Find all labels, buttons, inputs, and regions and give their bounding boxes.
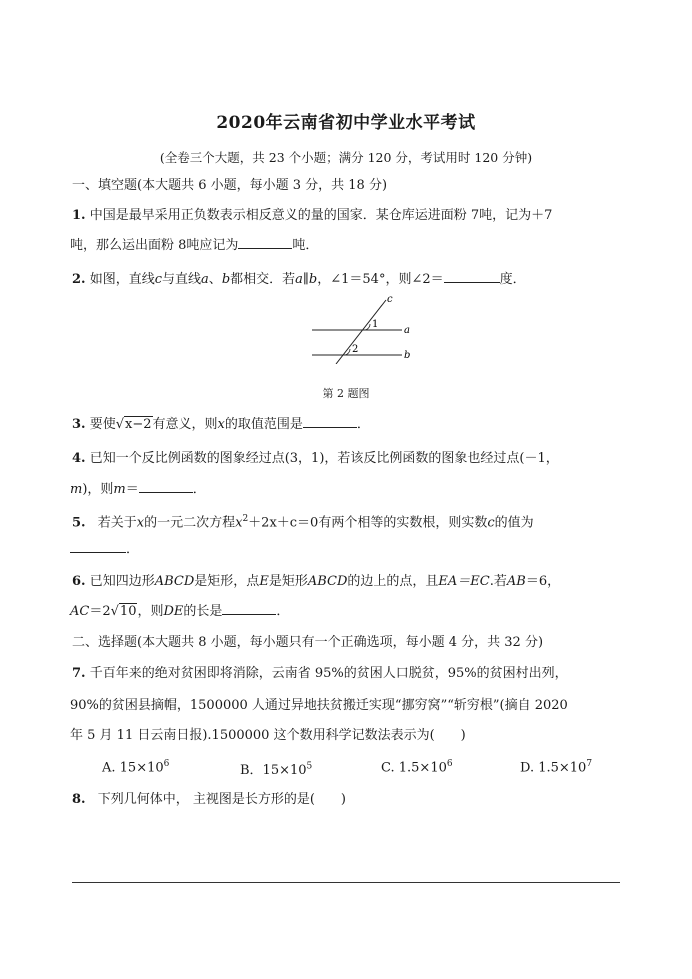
question-6-text: ． <box>276 604 290 619</box>
option-b-text: B．15×10 <box>240 763 307 778</box>
question-2-text: ，∠1＝54°，则∠2＝ <box>317 272 444 287</box>
question-7-line-2: 90%的贫困县摘帽，1500000 人通过异地扶贫搬迁实现“挪穷窝”“斩穷根”(摘自 2020 <box>70 698 568 713</box>
var-x: x <box>136 515 145 531</box>
question-1-text-3: 吨． <box>292 238 319 253</box>
question-1-text-2: 吨，那么运出面粉 8吨应记为 <box>70 238 239 253</box>
option-d <box>520 759 592 775</box>
option-d-text: D. 1.5×10 <box>520 760 587 776</box>
question-3-text: ． <box>356 417 370 432</box>
option-a <box>102 759 169 775</box>
question-4-text: 已知一个反比例函数的图象经过点(3，1)，若该反比例函数的图象也经过点(－1， <box>89 451 559 466</box>
question-1-line-2 <box>70 236 630 256</box>
var-m: m <box>113 482 126 497</box>
question-4-number: 4. <box>72 451 86 466</box>
var-x: x <box>217 417 225 432</box>
page-title: 2020年云南省初中学业水平考试 <box>216 113 476 133</box>
question-8-text: 下列几何体中， 主视图是长方形的是( ) <box>97 792 346 807</box>
question-8-number: 8. <box>72 792 86 807</box>
var-ac: AC <box>70 604 90 619</box>
question-6-number: 6. <box>72 574 86 589</box>
question-3-text: 要使 <box>89 417 116 432</box>
question-5-text: 的一元二次方程 <box>144 515 236 531</box>
question-2-text: 如图，直线 <box>89 272 155 287</box>
question-6-line-1 <box>72 572 632 592</box>
question-7-line-1 <box>72 664 632 684</box>
option-c <box>381 759 453 775</box>
question-6-text: 的边上的点，且 <box>347 574 439 589</box>
question-5-number: 5. <box>72 515 86 531</box>
question-1-number: 1. <box>72 208 86 223</box>
exam-subtitle: (全卷三个大题，共 23 个小题；满分 120 分，考试用时 120 分钟) <box>159 150 533 165</box>
question-5-line-1 <box>72 509 632 533</box>
var-a: a <box>201 272 209 287</box>
var-e: E <box>259 574 269 589</box>
parallel-expr: a∥b <box>295 272 318 287</box>
answer-blank <box>444 270 500 283</box>
question-6-text: 的长是 <box>183 604 223 619</box>
question-5-line-2 <box>70 540 630 560</box>
question-5-text: 有两个相等的实数根，则实数 <box>318 515 488 531</box>
equation: ＋2x＋c＝0 <box>248 515 319 531</box>
option-b-exponent: 5 <box>306 761 313 772</box>
section-1-heading: 一、填空题(本大题共 6 小题，每小题 3 分，共 18 分) <box>72 178 388 193</box>
question-7-line-3: 年 5 月 11 日云南日报).1500000 这个数用科学记数法表示为( ) <box>70 728 466 743</box>
option-a-text: A. 15×10 <box>102 760 164 776</box>
answer-blank <box>303 415 357 428</box>
figure-caption: 第 2 题图 <box>322 387 370 400</box>
question-4-text: ． <box>192 482 206 497</box>
question-6-text: .若 <box>489 574 507 589</box>
label-b: b <box>404 350 411 361</box>
question-4-text: )，则 <box>82 482 114 497</box>
var-c: c <box>154 272 163 287</box>
line-c <box>336 300 386 364</box>
var-c: c <box>487 515 495 531</box>
question-6-text: ＝2 <box>89 604 111 619</box>
question-6-line-2 <box>70 602 630 622</box>
answer-blank <box>139 480 193 493</box>
label-angle-1: 1 <box>372 319 379 330</box>
option-d-exponent: 7 <box>586 759 593 769</box>
question-3-number: 3. <box>72 417 86 432</box>
var-b: b <box>221 272 231 287</box>
question-5-text: ． <box>126 542 140 557</box>
exponent: 2 <box>242 514 249 524</box>
option-c-exponent: 6 <box>446 759 453 769</box>
var-de: DE <box>163 604 184 619</box>
answer-blank <box>222 602 276 615</box>
question-3 <box>72 415 632 435</box>
question-1-text: 中国是最早采用正负数表示相反意义的量的国家．某仓库运进面粉 7吨，记为＋7 <box>89 208 553 223</box>
question-7-number: 7. <box>72 666 86 681</box>
answer-blank <box>238 236 292 249</box>
var-ab: AB <box>506 574 526 589</box>
var-abcd: ABCD <box>307 574 348 589</box>
question-4-text: ＝ <box>125 482 139 497</box>
question-2-text: 度． <box>499 272 526 287</box>
question-2-text: 、 <box>208 272 222 287</box>
question-5-text: 若关于 <box>97 515 137 531</box>
footer-divider <box>72 882 620 883</box>
sqrt-radicand: 10 <box>119 604 137 619</box>
question-6-text: 已知四边形 <box>89 574 155 589</box>
answer-blank <box>70 540 126 553</box>
question-3-text: 的取值范围是 <box>224 417 303 432</box>
sqrt-sign: √ <box>110 604 119 619</box>
option-a-exponent: 6 <box>163 759 170 769</box>
option-c-text: C. 1.5×10 <box>381 760 447 776</box>
label-c: c <box>387 294 393 305</box>
question-1-line-1 <box>72 206 632 226</box>
question-5-text: 的值为 <box>494 515 534 531</box>
question-8 <box>72 790 632 810</box>
question-6-text: 是矩形 <box>268 574 308 589</box>
question-6-text: ，则 <box>137 604 164 619</box>
var-x: x <box>235 515 243 531</box>
var-m: m <box>70 482 83 497</box>
var-abcd: ABCD <box>154 574 195 589</box>
question-4-line-1 <box>72 449 632 469</box>
label-a: a <box>404 325 410 336</box>
label-angle-2: 2 <box>352 344 359 355</box>
question-2-text: 与直线 <box>162 272 202 287</box>
question-4-line-2 <box>70 480 630 500</box>
question-3-text: 有意义，则 <box>152 417 218 432</box>
sqrt-sign: √ <box>115 417 125 432</box>
question-2-number: 2. <box>72 272 86 287</box>
question-6-text: ＝6， <box>525 574 561 589</box>
section-2-heading: 二、选择题(本大题共 8 小题，每小题只有一个正确选项，每小题 4 分，共 32 分) <box>72 635 544 650</box>
question-2-text: 都相交．若 <box>230 272 296 287</box>
sqrt-radicand: x−2 <box>125 417 152 432</box>
question-2 <box>72 270 632 290</box>
question-2-figure <box>306 294 418 364</box>
var-eaec: EA＝EC <box>438 574 490 589</box>
option-b <box>240 759 312 778</box>
question-7-text: 千百年来的绝对贫困即将消除，云南省 95%的贫困人口脱贫，95%的贫困村出列， <box>89 666 568 681</box>
question-6-text: 是矩形，点 <box>194 574 260 589</box>
